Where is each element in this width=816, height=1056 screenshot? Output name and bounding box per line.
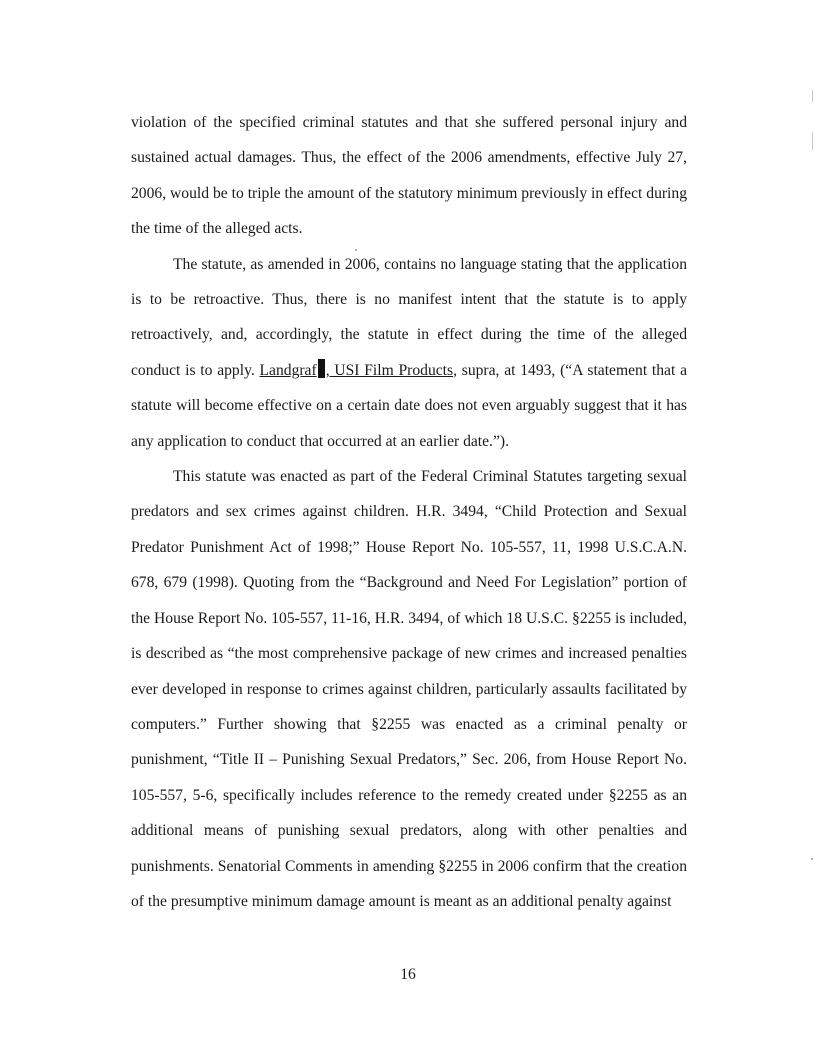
paragraph-1: violation of the specified criminal statutes and that she suffered personal injury and sustained actual damages. Thus, the effect of the 2006 amendments, effective July 27, 2006, would be to triple the amount of the statutory minimum previously in effect during the time of the alleged acts. xyxy=(131,114,687,238)
scan-speck xyxy=(355,249,357,251)
scan-edge-mark xyxy=(812,90,813,102)
case-citation-name xyxy=(260,362,454,379)
case-citation-first-party: Landgraf xyxy=(259,361,317,379)
page-number: 16 xyxy=(400,966,416,983)
case-citation-second-party: , USI Film Products xyxy=(325,361,454,379)
scan-speck xyxy=(811,858,813,860)
scan-edge-mark xyxy=(812,132,813,150)
paragraph-3: This statute was enacted as part of the Federal Criminal Statutes targeting sexual predators and sex crimes against children. H.R. 3494, “Child Protection and Sexual Predator Punishment Act of 1998;” House Report No. 105-557, 11, 1998 U.S.C.A.N. 678, 679 (1998). Quoting from the “Background and Need For Legislation” portion of the House Report No. 105-557, 11-16, H.R. 3494, of which 18 U.S.C. §2255 is included, is described as “the most comprehensive package of new crimes and increased penalties ever developed in response to crimes against children, particularly assaults facilitated by computers.” Further showing that §2255 was enacted as a criminal penalty or punishment, “Title II – Punishing Sexual Predators,” Sec. 206, from House Report No. 105-557, 5-6, specifically includes reference to the remedy created under §2255 as an additional means of punishing sexual predators, along with other penalties and punishments. Senatorial Comments in amending §2255 in 2006 confirm that the creation of the presumptive minimum damage amount is meant as an additional penalty against xyxy=(131,468,687,910)
case-citation-rest: , supra, at 1493, (“A statement that a statute will become effective on a certain date does not even arguably suggest that it has any application to conduct that occurred at an earlier date.”). xyxy=(131,361,688,450)
paragraph-2-text: The statute, as amended in 2006, contains no language stating that the application is to be retroactive. Thus, there is no manifest intent that the statute is to apply retroactively, and, accordingly, the statute in effect during the time of the alleged conduct is to apply. xyxy=(131,255,687,379)
paragraph-2 xyxy=(131,247,687,459)
redaction-mark xyxy=(318,359,325,378)
body-text xyxy=(131,105,687,919)
